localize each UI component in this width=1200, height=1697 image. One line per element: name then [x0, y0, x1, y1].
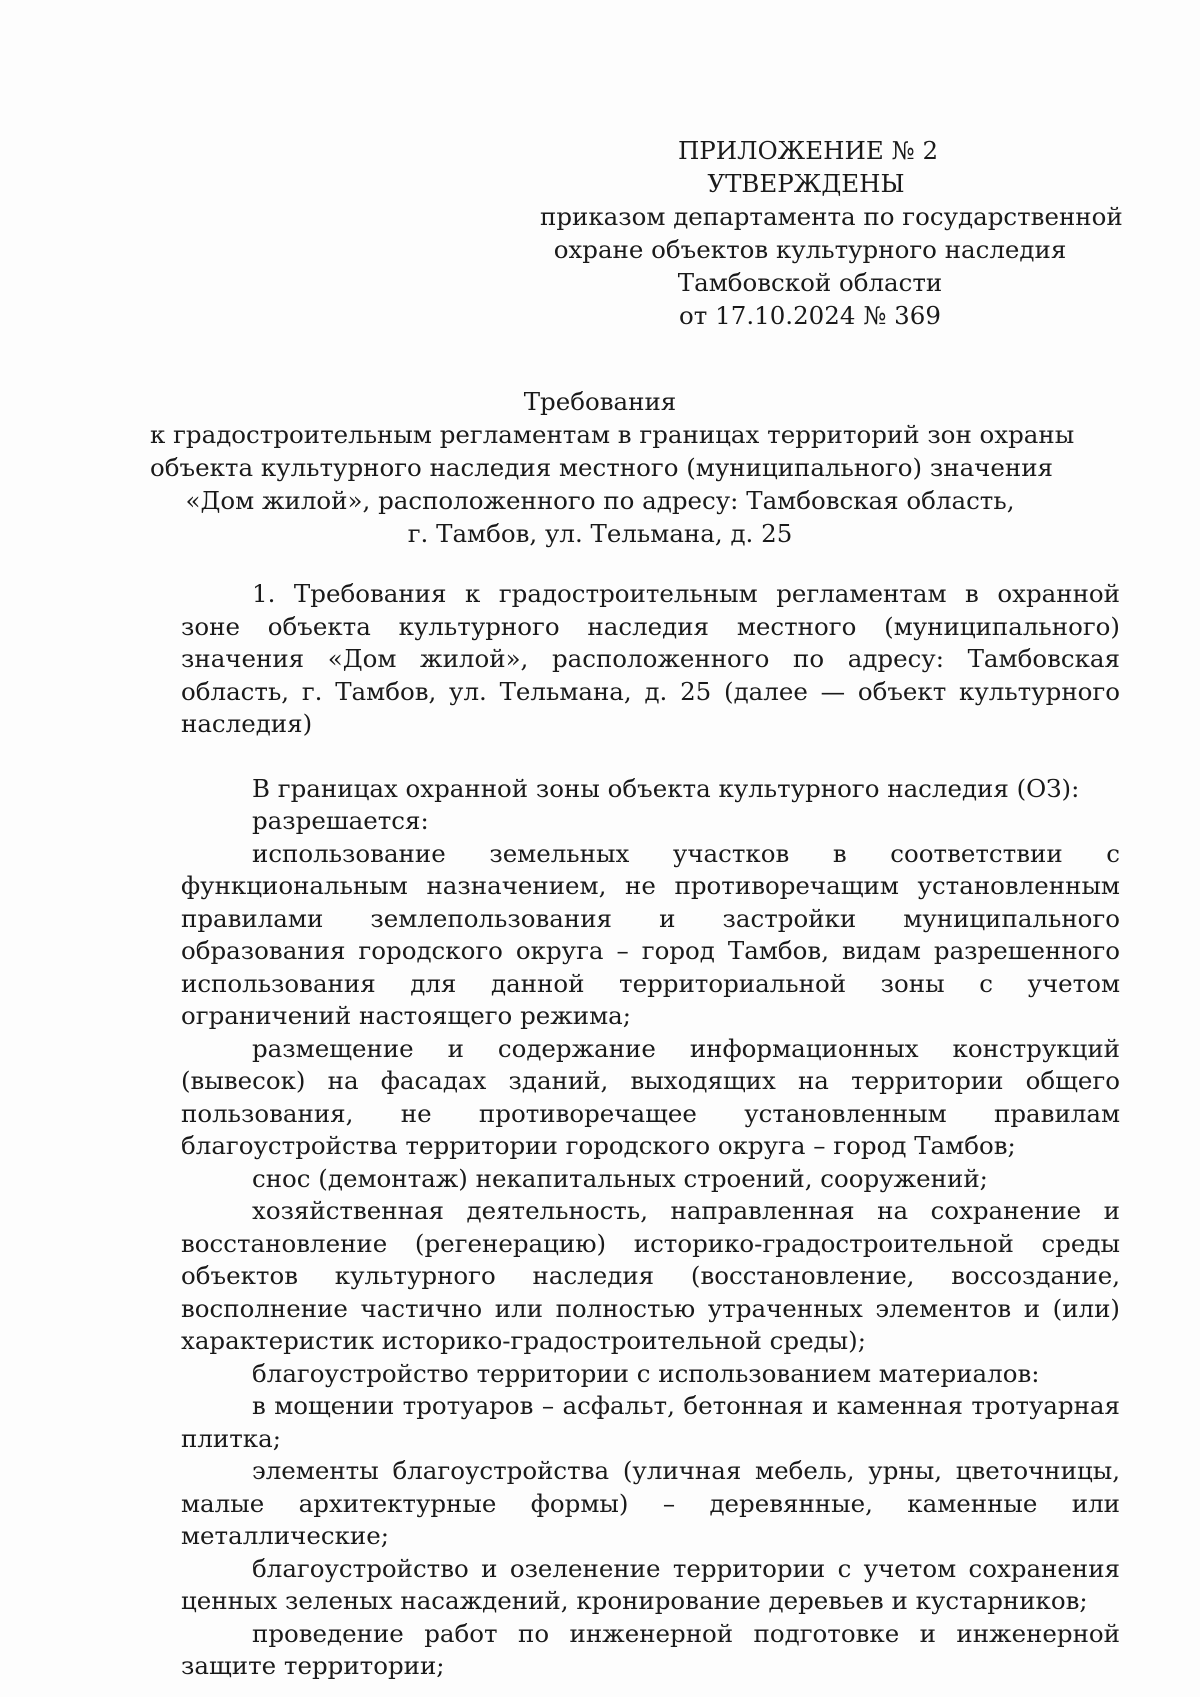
allowed-label: разрешается:: [252, 806, 429, 835]
list-item: хозяйственная деятельность, направленная на сохранение и восстановление (регенерацию) историко-градостроительной среды объектов культурного наследия (восстановление, воссоздание, восполнение частично или полностью утраченных элементов и (или) характеристик историко-градостроительной среды);: [181, 1196, 1120, 1355]
list-item: благоустройство и озеленение территории с учетом сохранения ценных зеленых насаждений, кронирование деревьев и кустарников;: [181, 1553, 1120, 1615]
title-line-4: «Дом жилой», расположенного по адресу: Тамбовская область,: [185, 486, 1015, 515]
title-line-5: г. Тамбов, ул. Тельмана, д. 25: [407, 519, 793, 548]
title-line-2: к градостроительным регламентам в границах территорий зон охраны: [150, 420, 1075, 449]
zone-intro: В границах охранной зоны объекта культурного наследия (ОЗ):: [252, 773, 1080, 803]
document-title: [150, 385, 1075, 550]
title-line-3: объекта культурного наследия местного (муниципального) значения: [150, 453, 1053, 482]
document-body: [181, 578, 1120, 1683]
list-item: в мощении тротуаров – асфальт, бетонная и каменная тротуарная плитка;: [181, 1391, 1120, 1453]
approval-authority-line3: Тамбовской области: [677, 268, 943, 297]
title-line-1: Требования: [523, 387, 677, 416]
approval-date-number: от 17.10.2024 № 369: [679, 301, 941, 330]
list-item: использование земельных участков в соответствии с функциональным назначением, не противоречащим установленным правилами землепользования и застройки муниципального образования городского округа – город Тамбов, видам разрешенного использования для данной территориальной зоны с учетом ограничений настоящего режима;: [181, 838, 1120, 1030]
section-1-heading: 1. Требования к градостроительным регламентам в охранной зоне объекта культурного наследия местного (муниципального) значения «Дом жилой», расположенного по адресу: Тамбовская область, г. Тамбов, ул. Тельмана, д. 25 (далее — объект культурного наследия): [181, 579, 1120, 738]
approval-stamp-block: [540, 134, 1123, 332]
list-item: благоустройство территории с использованием материалов:: [252, 1358, 1040, 1388]
appendix-number: ПРИЛОЖЕНИЕ № 2: [677, 136, 939, 165]
list-item: снос (демонтаж) некапитальных строений, сооружений;: [252, 1163, 988, 1193]
approval-authority-line2: охране объектов культурного наследия: [553, 235, 1067, 264]
list-item: элементы благоустройства (уличная мебель, урны, цветочницы, малые архитектурные формы) – деревянные, каменные или металлические;: [181, 1456, 1120, 1550]
list-item: проведение работ по инженерной подготовке и инженерной защите территории;: [181, 1618, 1120, 1680]
approved-label: УТВЕРЖДЕНЫ: [707, 169, 905, 198]
list-item: размещение и содержание информационных конструкций (вывесок) на фасадах зданий, выходящих на территории общего пользования, не противоречащее установленным правилам благоустройства территории городского округа – город Тамбов;: [181, 1033, 1120, 1160]
approval-authority-line1: приказом департамента по государственной: [540, 202, 1123, 231]
